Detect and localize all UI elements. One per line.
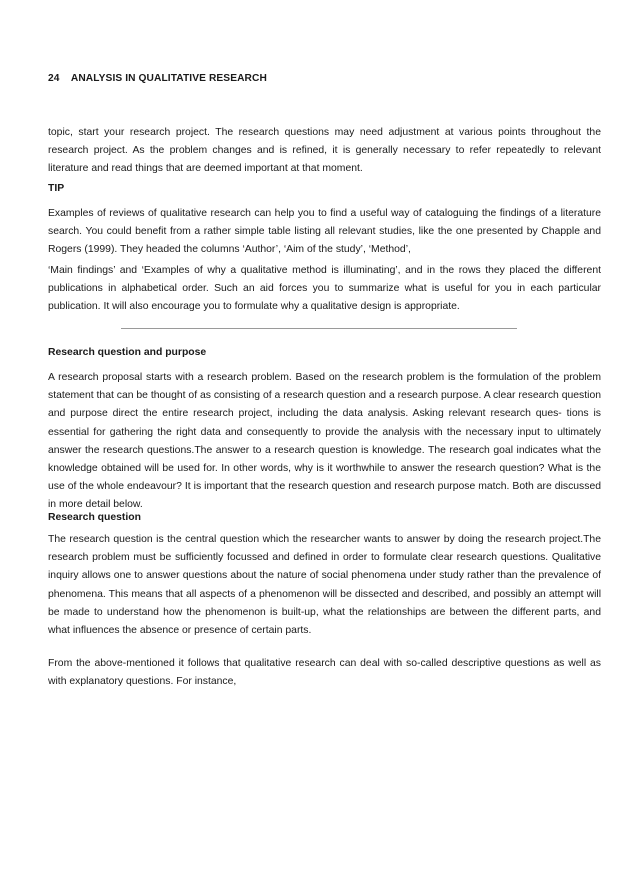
running-head-title: ANALYSIS IN QUALITATIVE RESEARCH [70, 73, 267, 84]
research-question-purpose-heading: Research question and purpose [48, 347, 207, 358]
tip-paragraph-2: ‘Main findings’ and ‘Examples of why a qualitative method is illuminating’, and in the rows they placed the different publications in alphabetical order. Such an aid forces you to summarize what is useful for you in each particular publication. It will also encourage you to formulate why a qualitative design is appropriate. [48, 265, 601, 313]
section-divider [121, 328, 517, 329]
research-question-paragraph-2: From the above-mentioned it follows that qualitative research can deal with so-called descriptive questions as well as with explanatory questions. For instance, [48, 658, 601, 688]
page-number: 24 [48, 73, 60, 84]
running-head [48, 73, 267, 84]
research-question-purpose-paragraph: A research proposal starts with a research problem. Based on the research problem is the formulation of the problem statement that can be thought of as consisting of a research question and a research purpose. A clear research question and purpose direct the entire research project, including the data analysis. Asking relevant research ques- tions is essential for gathering the right data and consequently to provide the analysis with the necessary input to ultimately answer the research questions.The answer to a research question is knowledge. The research goal indicates what the knowledge obtained will be used for. In other words, why is it worthwhile to answer the research question? What is the use of the whole endeavour? It is important that the research question and research purpose match. Both are discussed in more detail below. [48, 372, 601, 511]
intro-paragraph: topic, start your research project. The research questions may need adjustment at various points throughout the research project. As the problem changes and is refined, it is generally necessary to refer repeatedly to relevant literature and read things that are deemed important at that moment. [48, 127, 601, 175]
tip-paragraph-1: Examples of reviews of qualitative research can help you to find a useful way of cataloguing the findings of a literature search. You could benefit from a rather simple table listing all relevant studies, like the one presented by Chapple and Rogers (1999). They headed the columns ‘Author’, ‘Aim of the study’, ‘Method’, [48, 208, 601, 256]
research-question-heading: Research question [48, 512, 141, 523]
tip-heading: TIP [48, 183, 65, 194]
research-question-paragraph-1: The research question is the central question which the researcher wants to answer by doing the research project.The research problem must be sufficiently focussed and defined in order to formulate clear research questions. Qualitative inquiry allows one to answer questions about the nature of social phenomena under study rather than the prevalence of phenomena. This means that all aspects of a phenomenon will be dissected and described, and possibly an attempt will be made to understand how the phenomenon is built-up, what the relationships are between the different parts, and what influences the absence or presence of certain parts. [48, 534, 601, 637]
